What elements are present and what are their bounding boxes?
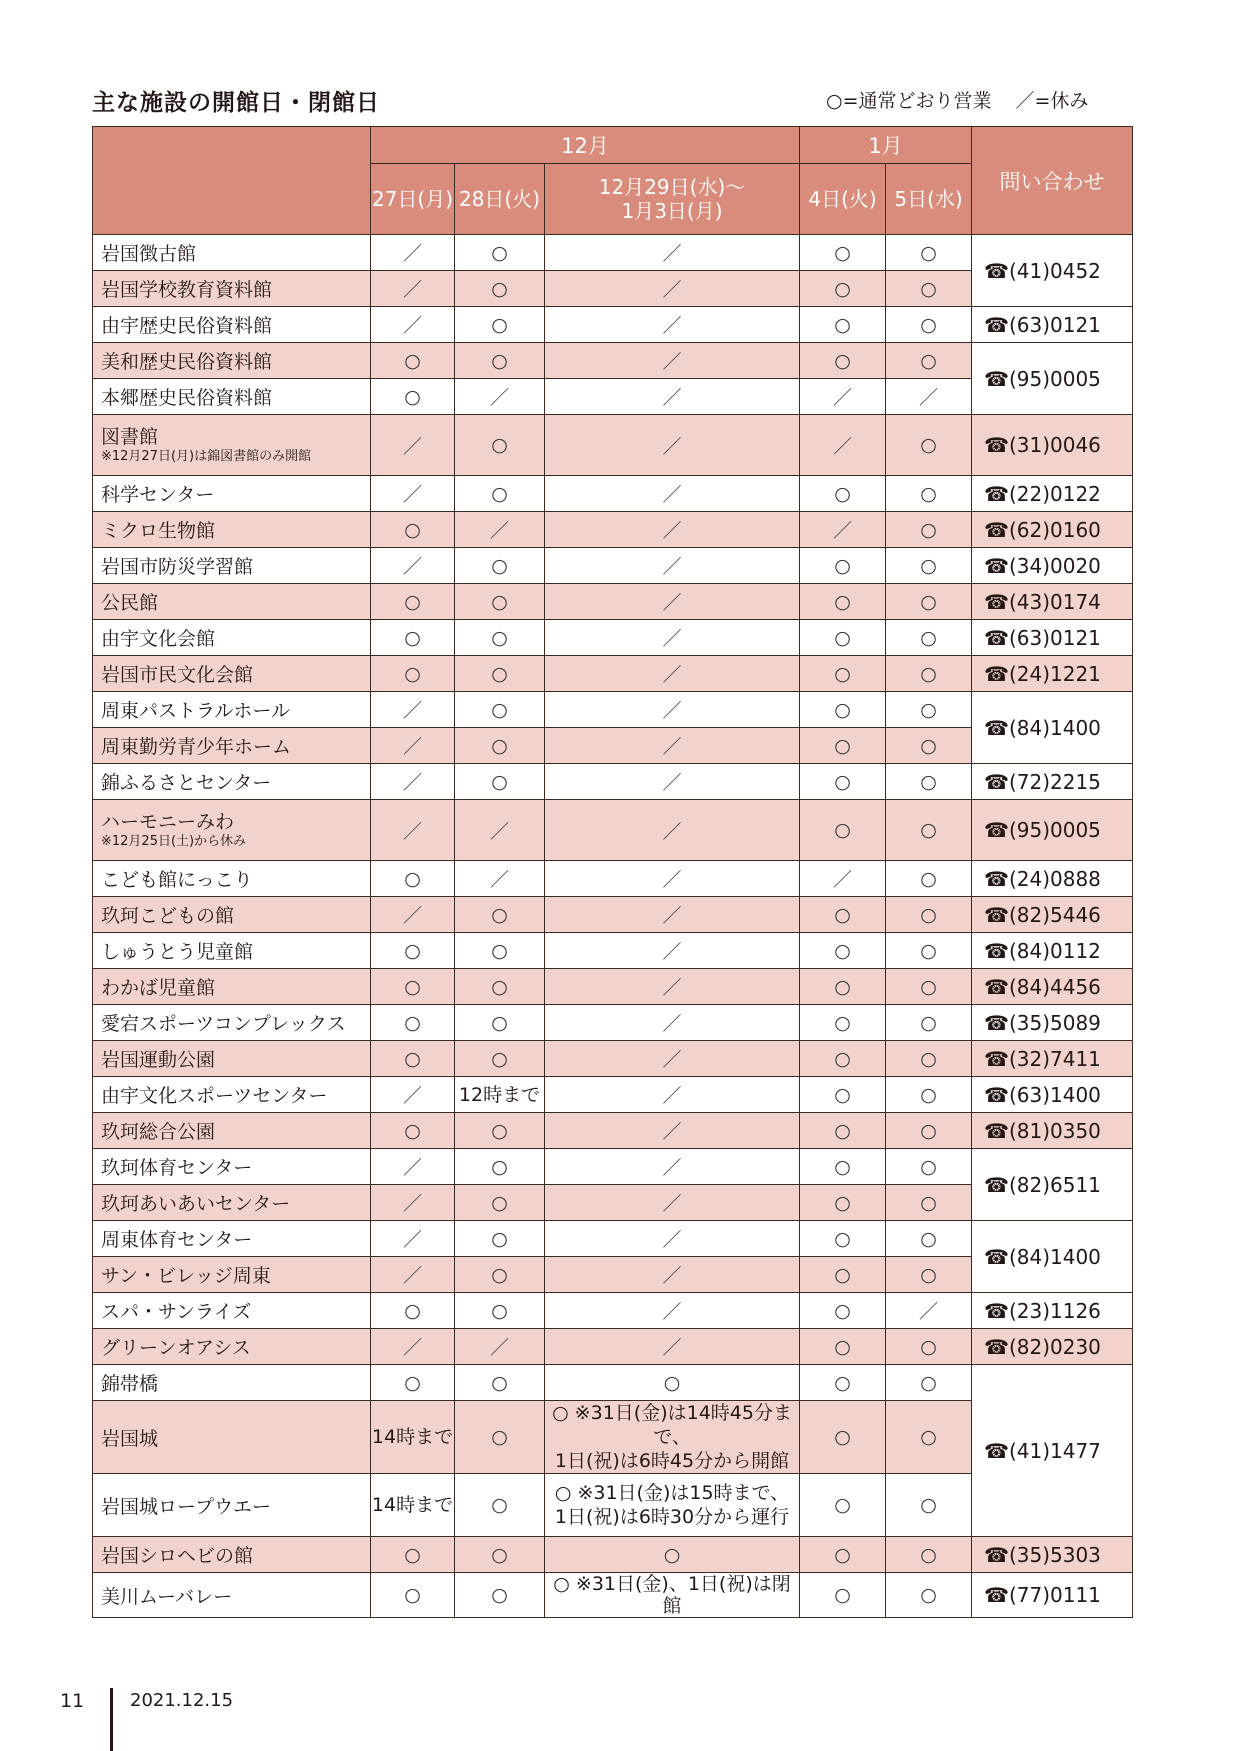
status-cell: ○ (800, 1257, 886, 1293)
status-cell: ○ (371, 1293, 455, 1329)
status-cell: ○ (886, 861, 972, 897)
contact-phone: ☎(62)0160 (972, 512, 1133, 548)
status-cell: ○ (886, 343, 972, 379)
facility-name: しゅうとう児童館 (93, 933, 371, 969)
facility-name: 岩国城ロープウエー (93, 1474, 371, 1537)
status-cell: ／ (371, 800, 455, 861)
contact-phone: ☎(32)7411 (972, 1041, 1133, 1077)
status-cell: ○ (886, 1113, 972, 1149)
status-cell: ○ (886, 512, 972, 548)
status-cell: ○ (886, 620, 972, 656)
status-cell: ○ (800, 343, 886, 379)
header-day-29-line2: 1月3日(月) (621, 199, 723, 223)
table-row (93, 1149, 1133, 1185)
header-january: 1月 (800, 127, 972, 164)
facility-name: 美川ムーバレー (93, 1573, 371, 1618)
facility-name: 岩国市防災学習館 (93, 548, 371, 584)
status-cell: ／ (371, 897, 455, 933)
facility-name: スパ・サンライズ (93, 1293, 371, 1329)
facility-name (93, 800, 371, 861)
status-cell: 12時まで (455, 1077, 545, 1113)
header-day-28: 28日(火) (455, 164, 545, 235)
facility-name: 岩国市民文化会館 (93, 656, 371, 692)
status-cell: ／ (455, 1329, 545, 1365)
table-row (93, 861, 1133, 897)
status-cell: ／ (545, 1005, 800, 1041)
table-row (93, 1077, 1133, 1113)
table-row (93, 1041, 1133, 1077)
facility-name: 岩国学校教育資料館 (93, 271, 371, 307)
facility-name: 岩国シロヘビの館 (93, 1537, 371, 1573)
table-row (93, 764, 1133, 800)
status-cell: ／ (545, 1149, 800, 1185)
status-cell: ○ (886, 548, 972, 584)
status-cell: ○ (455, 1365, 545, 1401)
status-cell: ／ (545, 692, 800, 728)
status-cell: ／ (545, 548, 800, 584)
contact-phone: ☎(72)2215 (972, 764, 1133, 800)
status-cell: ○ (455, 1474, 545, 1537)
status-cell: ○ (371, 933, 455, 969)
status-cell: ○ (886, 1221, 972, 1257)
facility-name: ミクロ生物館 (93, 512, 371, 548)
status-cell: ／ (545, 969, 800, 1005)
table-row (93, 548, 1133, 584)
contact-phone: ☎(84)1400 (972, 1221, 1133, 1293)
legend-closed: ／=休み (1015, 90, 1089, 112)
status-cell: ／ (545, 379, 800, 415)
status-cell: ○ (455, 764, 545, 800)
facility-name: 科学センター (93, 476, 371, 512)
status-cell: ○ (886, 1077, 972, 1113)
contact-phone: ☎(63)1400 (972, 1077, 1133, 1113)
facility-name: 岩国城 (93, 1401, 371, 1474)
status-cell: ／ (371, 271, 455, 307)
status-cell: ○ (886, 692, 972, 728)
status-cell: ／ (545, 235, 800, 271)
page-title: 主な施設の開館日・閉館日 (92, 90, 380, 116)
facility-name: サン・ビレッジ周東 (93, 1257, 371, 1293)
status-cell: ○ (455, 235, 545, 271)
status-cell: ／ (545, 620, 800, 656)
table-row (93, 800, 1133, 861)
status-cell: ／ (545, 1221, 800, 1257)
status-cell: ○ (800, 271, 886, 307)
note-line: 1日(祝)は6時45分から開館 (554, 1450, 790, 1472)
status-cell: ○ (455, 656, 545, 692)
status-cell: ○ (886, 933, 972, 969)
status-cell: ○ (800, 1149, 886, 1185)
contact-phone: ☎(82)0230 (972, 1329, 1133, 1365)
status-cell: ○ (800, 1005, 886, 1041)
status-cell: ○ (886, 1573, 972, 1618)
contact-phone: ☎(84)4456 (972, 969, 1133, 1005)
contact-phone: ☎(35)5303 (972, 1537, 1133, 1573)
page-number: 11 (60, 1690, 85, 1712)
status-cell: ○ (455, 620, 545, 656)
table-row (93, 1573, 1133, 1618)
status-cell: ○ (800, 476, 886, 512)
status-cell: ／ (371, 1149, 455, 1185)
status-cell: ○ (800, 235, 886, 271)
status-cell: ○ (455, 343, 545, 379)
status-cell: ／ (800, 512, 886, 548)
status-cell: ○ (886, 1005, 972, 1041)
facility-name (93, 415, 371, 476)
contact-phone: ☎(41)0452 (972, 235, 1133, 307)
contact-phone: ☎(23)1126 (972, 1293, 1133, 1329)
status-cell: ／ (371, 548, 455, 584)
status-cell: ○ (455, 1221, 545, 1257)
contact-phone: ☎(34)0020 (972, 548, 1133, 584)
status-cell: ○ (455, 1041, 545, 1077)
status-cell: ○ (455, 728, 545, 764)
status-cell: ○ (800, 656, 886, 692)
status-cell: ／ (545, 800, 800, 861)
status-cell: ／ (455, 379, 545, 415)
status-cell: ○ (886, 800, 972, 861)
facility-name: 美和歴史民俗資料館 (93, 343, 371, 379)
contact-phone: ☎(31)0046 (972, 415, 1133, 476)
table-row (93, 1293, 1133, 1329)
table-row (93, 620, 1133, 656)
note-line: ○ ※31日(金)は14時45分まで、 (552, 1402, 792, 1448)
status-cell: ○ (886, 307, 972, 343)
status-cell: ／ (545, 271, 800, 307)
status-cell: ／ (371, 415, 455, 476)
status-cell: ○ (455, 969, 545, 1005)
status-cell: ○ (800, 1185, 886, 1221)
status-cell: ○ (371, 1573, 455, 1618)
status-cell: ○ (800, 620, 886, 656)
table-row (93, 656, 1133, 692)
status-cell: ○ (800, 1041, 886, 1077)
status-cell: ／ (371, 728, 455, 764)
status-cell: ○ (371, 343, 455, 379)
status-cell: ／ (545, 584, 800, 620)
status-cell: 14時まで (371, 1401, 455, 1474)
contact-phone: ☎(84)1400 (972, 692, 1133, 764)
status-cell: ／ (545, 933, 800, 969)
status-cell: ／ (455, 800, 545, 861)
status-cell: ○ (800, 969, 886, 1005)
status-cell: ○ (371, 1113, 455, 1149)
status-cell: ○ (800, 584, 886, 620)
facility-name: 本郷歴史民俗資料館 (93, 379, 371, 415)
status-cell: ○ (371, 584, 455, 620)
status-cell: ／ (545, 512, 800, 548)
status-cell: ／ (545, 656, 800, 692)
status-cell: ○ (455, 897, 545, 933)
contact-phone: ☎(43)0174 (972, 584, 1133, 620)
status-cell: ○ (886, 1041, 972, 1077)
status-cell: ○ (886, 1149, 972, 1185)
contact-phone: ☎(63)0121 (972, 307, 1133, 343)
status-cell: ○ (455, 1537, 545, 1573)
status-cell: ○ (800, 1077, 886, 1113)
status-cell: ○ (800, 692, 886, 728)
note-line: ○ ※31日(金)は15時まで、 (554, 1482, 790, 1504)
status-cell: ○ (800, 800, 886, 861)
status-cell: ○ (886, 1401, 972, 1474)
status-cell: ○ (800, 728, 886, 764)
status-cell: ／ (545, 415, 800, 476)
facility-name-text: 図書館 (101, 426, 159, 448)
facility-name: 玖珂体育センター (93, 1149, 371, 1185)
status-cell: ○ (455, 692, 545, 728)
status-cell: ○ (455, 476, 545, 512)
header-december: 12月 (371, 127, 800, 164)
contact-phone: ☎(22)0122 (972, 476, 1133, 512)
status-cell: ○ (886, 271, 972, 307)
contact-phone: ☎(81)0350 (972, 1113, 1133, 1149)
status-cell: 14時まで (371, 1474, 455, 1537)
note-line: 1日(祝)は6時30分から運行 (554, 1506, 790, 1528)
contact-phone: ☎(35)5089 (972, 1005, 1133, 1041)
status-cell: ○ (455, 1149, 545, 1185)
table-row (93, 415, 1133, 476)
status-cell: ○ (371, 379, 455, 415)
status-cell: ○ (371, 969, 455, 1005)
status-cell: ○ (886, 969, 972, 1005)
status-cell: ○ (886, 728, 972, 764)
status-cell: ○ (886, 1257, 972, 1293)
status-cell: ○ (800, 1365, 886, 1401)
table-row (93, 584, 1133, 620)
status-cell: ／ (371, 1329, 455, 1365)
status-cell: ○ (800, 1474, 886, 1537)
status-cell: ／ (371, 692, 455, 728)
status-cell: ／ (545, 861, 800, 897)
status-cell: ／ (545, 764, 800, 800)
status-cell: ○ (886, 415, 972, 476)
contact-phone: ☎(24)0888 (972, 861, 1133, 897)
status-cell: ／ (886, 379, 972, 415)
status-cell: ○ (800, 1401, 886, 1474)
contact-phone: ☎(95)0005 (972, 800, 1133, 861)
facility-name: こども館にっこり (93, 861, 371, 897)
status-cell: ／ (371, 1257, 455, 1293)
status-cell: ○ (886, 1365, 972, 1401)
contact-phone: ☎(82)5446 (972, 897, 1133, 933)
contact-phone: ☎(63)0121 (972, 620, 1133, 656)
status-cell: ／ (545, 343, 800, 379)
status-cell: ○ (800, 1329, 886, 1365)
status-cell: ○ (371, 620, 455, 656)
status-cell: ○ (455, 1573, 545, 1618)
status-cell: ○ (455, 584, 545, 620)
facility-name: 由宇文化会館 (93, 620, 371, 656)
status-cell: ／ (371, 1221, 455, 1257)
legend-open: ○=通常どおり営業 (826, 90, 992, 112)
table-row (93, 1005, 1133, 1041)
status-cell: ○ (371, 656, 455, 692)
facility-name: 周東体育センター (93, 1221, 371, 1257)
contact-phone: ☎(41)1477 (972, 1365, 1133, 1537)
status-cell: ○ (800, 1537, 886, 1573)
status-cell: ／ (455, 512, 545, 548)
status-cell: ○ (455, 1401, 545, 1474)
table-row (93, 1365, 1133, 1401)
status-cell: ／ (545, 728, 800, 764)
status-cell: ○ (886, 235, 972, 271)
contact-phone: ☎(82)6511 (972, 1149, 1133, 1221)
facility-name: 由宇歴史民俗資料館 (93, 307, 371, 343)
status-cell: ／ (545, 476, 800, 512)
status-cell: ／ (545, 307, 800, 343)
contact-phone: ☎(77)0111 (972, 1573, 1133, 1618)
status-cell: ○ (800, 548, 886, 584)
status-cell: ○ (886, 656, 972, 692)
status-cell: ○ (886, 1474, 972, 1537)
facility-name: 周東勤労青少年ホーム (93, 728, 371, 764)
status-cell: ○ (800, 764, 886, 800)
table-row (93, 476, 1133, 512)
status-cell: ／ (886, 1293, 972, 1329)
status-cell: ／ (371, 235, 455, 271)
table-row (93, 969, 1133, 1005)
status-cell: ○ (455, 1113, 545, 1149)
contact-phone: ☎(84)0112 (972, 933, 1133, 969)
facility-name: 岩国運動公園 (93, 1041, 371, 1077)
contact-phone: ☎(24)1221 (972, 656, 1133, 692)
status-cell: ○ (800, 307, 886, 343)
header-day-5: 5日(水) (886, 164, 972, 235)
status-cell: ○ (455, 415, 545, 476)
header-day-29-line1: 12月29日(水)～ (598, 175, 746, 199)
status-cell: ○ (455, 1185, 545, 1221)
header-day-29-3 (545, 164, 800, 235)
table-row (93, 1329, 1133, 1365)
status-cell: ○ (371, 1365, 455, 1401)
status-cell: ／ (545, 1329, 800, 1365)
facility-name: 愛宕スポーツコンプレックス (93, 1005, 371, 1041)
facility-name-text: ハーモニーみわ (101, 811, 235, 833)
footer-divider (110, 1688, 113, 1751)
status-cell: ○ (371, 1041, 455, 1077)
facility-name: 錦帯橋 (93, 1365, 371, 1401)
header-corner (93, 127, 371, 235)
status-cell: ○ (371, 1537, 455, 1573)
issue-date: 2021.12.15 (130, 1690, 234, 1711)
status-cell: ○ (455, 1293, 545, 1329)
status-cell-note (545, 1474, 800, 1537)
status-cell: ／ (455, 861, 545, 897)
status-cell: ／ (545, 1293, 800, 1329)
status-cell: ／ (545, 1185, 800, 1221)
table-row (93, 933, 1133, 969)
table-row (93, 343, 1133, 379)
status-cell: ○ ※31日(金)、1日(祝)は閉館 (545, 1573, 800, 1618)
status-cell: ○ (800, 1221, 886, 1257)
status-cell: ○ (371, 1005, 455, 1041)
status-cell: ○ (455, 1005, 545, 1041)
status-cell: ○ (800, 1113, 886, 1149)
status-cell: ○ (800, 1293, 886, 1329)
status-cell: ／ (371, 1185, 455, 1221)
table-row (93, 307, 1133, 343)
status-cell: ○ (886, 1537, 972, 1573)
status-cell: ○ (455, 271, 545, 307)
table-row (93, 512, 1133, 548)
contact-phone: ☎(95)0005 (972, 343, 1133, 415)
status-cell: ／ (545, 1113, 800, 1149)
status-cell: ／ (545, 1077, 800, 1113)
header-day-27: 27日(月) (371, 164, 455, 235)
facility-name: 公民館 (93, 584, 371, 620)
schedule-table (92, 126, 1133, 1618)
status-cell: ○ (886, 1185, 972, 1221)
status-cell: ○ (886, 476, 972, 512)
status-cell: ／ (545, 1257, 800, 1293)
status-cell: ／ (545, 1041, 800, 1077)
facility-name: 錦ふるさとセンター (93, 764, 371, 800)
status-cell-note (545, 1401, 800, 1474)
status-cell: ／ (545, 897, 800, 933)
status-cell: ／ (371, 1077, 455, 1113)
table-row (93, 1537, 1133, 1573)
header-contact: 問い合わせ (972, 127, 1133, 235)
status-cell: ／ (800, 379, 886, 415)
status-cell: ○ (455, 307, 545, 343)
facility-name: 玖珂総合公園 (93, 1113, 371, 1149)
status-cell: ／ (800, 415, 886, 476)
status-cell: ／ (371, 307, 455, 343)
facility-name: グリーンオアシス (93, 1329, 371, 1365)
legend (826, 86, 1112, 113)
table-row (93, 1113, 1133, 1149)
status-cell: ○ (886, 1329, 972, 1365)
header-day-4: 4日(火) (800, 164, 886, 235)
status-cell: ○ (800, 933, 886, 969)
facility-name: 玖珂こどもの館 (93, 897, 371, 933)
status-cell: ○ (800, 1573, 886, 1618)
status-cell: ／ (371, 764, 455, 800)
table-row (93, 897, 1133, 933)
table-row (93, 235, 1133, 271)
facility-name: 玖珂あいあいセンター (93, 1185, 371, 1221)
status-cell: ○ (545, 1365, 800, 1401)
facility-note: ※12月27日(月)は錦図書館のみ開館 (101, 449, 312, 464)
status-cell: ○ (371, 861, 455, 897)
facility-name: 由宇文化スポーツセンター (93, 1077, 371, 1113)
table-row (93, 1221, 1133, 1257)
facility-name: わかば児童館 (93, 969, 371, 1005)
facility-note: ※12月25日(土)から休み (101, 834, 247, 849)
status-cell: ○ (800, 897, 886, 933)
status-cell: ○ (455, 1257, 545, 1293)
status-cell: ○ (545, 1537, 800, 1573)
status-cell: ○ (371, 512, 455, 548)
status-cell: ○ (455, 933, 545, 969)
status-cell: ／ (800, 861, 886, 897)
status-cell: ○ (886, 764, 972, 800)
table-row (93, 692, 1133, 728)
status-cell: ／ (371, 476, 455, 512)
status-cell: ○ (886, 584, 972, 620)
facility-name: 周東パストラルホール (93, 692, 371, 728)
status-cell: ○ (455, 548, 545, 584)
status-cell: ○ (886, 897, 972, 933)
facility-name: 岩国徴古館 (93, 235, 371, 271)
